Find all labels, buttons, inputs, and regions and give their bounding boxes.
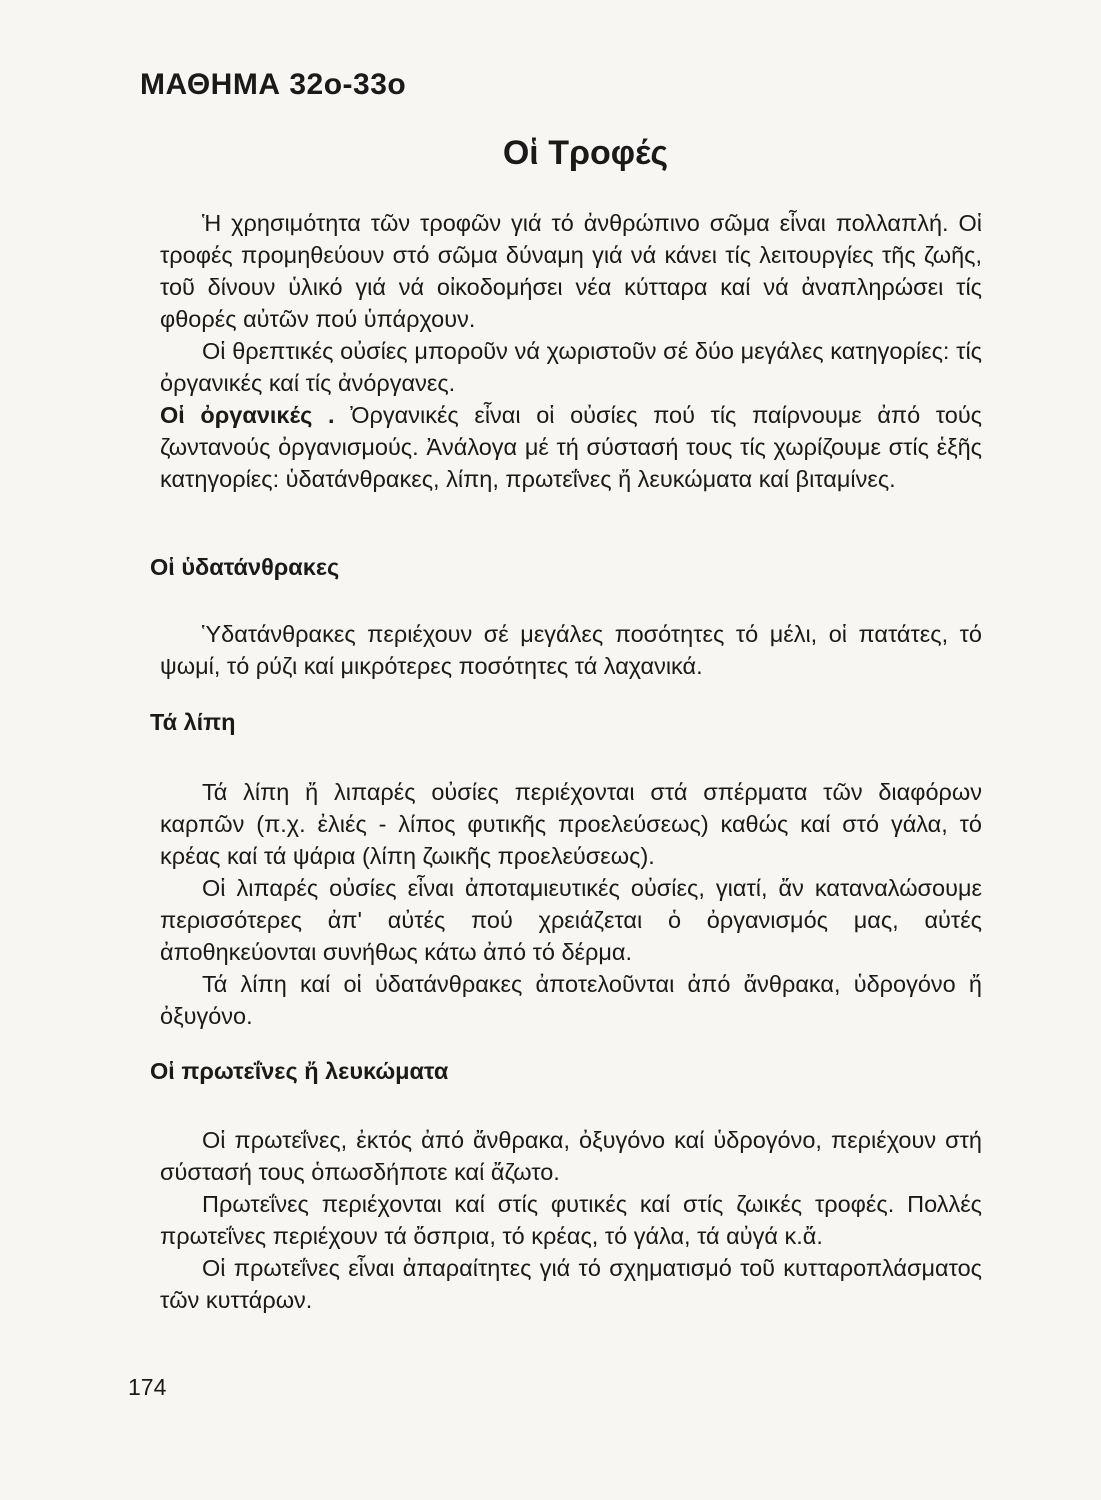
organic-paragraph [160,399,982,495]
proteins-heading: Οἱ πρωτεΐνες ἤ λευκώματα [150,1058,449,1084]
fats-paragraph-2: Οἱ λιπαρές οὐσίες εἶναι ἀποταμιευτικές οὐσίες, γιατί, ἄν καταναλώσουμε περισσότερες ἀπ' αὐτές πού χρειάζεται ὁ ὀργανισμός μας, αὐτές ἀποθηκεύονται συνήθως κάτω ἀπό τό δέρμα. [160,875,982,965]
proteins-paragraph-1: Οἱ πρωτεΐνες, ἐκτός ἀπό ἄνθρακα, ὀξυγόνο καί ὑδρογόνο, περιέχουν στή σύστασή τους ὁπωσδήποτε καί ἄζωτο. [160,1127,982,1185]
fats-paragraph-1: Τά λίπη ἤ λιπαρές οὐσίες περιέχονται στά σπέρματα τῶν διαφόρων καρπῶν (π.χ. ἐλιές - λίπος φυτικῆς προελεύσεως) καθώς καί στό γάλα, τό κρέας καί τά ψάρια (λίπη ζωικῆς προελεύσεως). [160,779,982,869]
organic-label: Οἱ ὀργανικές . [160,402,335,428]
intro-paragraph-2: Οἱ θρεπτικές οὐσίες μποροῦν νά χωριστοῦν σέ δύο μεγάλες κατηγορίες: τίς ὀργανικές καί τίς ἀνόργανες. [160,338,982,396]
carbs-section [160,618,982,682]
intro-section [160,207,982,495]
lesson-number: ΜΑΘΗΜΑ 32ο-33ο [140,68,407,101]
proteins-paragraph-3: Οἱ πρωτεΐνες εἶναι ἀπαραίτητες γιά τό σχηματισμό τοῦ κυτταροπλάσματος τῶν κυττάρων. [160,1255,982,1313]
organic-text: Ὀργανικές εἶναι οἱ οὐσίες πού τίς παίρνουμε ἀπό τούς ζωντανούς ὀργανισμούς. Ἀνάλογα μέ τή σύστασή τους τίς χωρίζουμε στίς ἑξῆς κατηγορίες: ὑδατάνθρακες, λίπη, πρωτεΐνες ἤ λευκώματα καί βιταμίνες. [160,402,982,492]
page-number: 174 [128,1374,167,1400]
fats-heading: Τά λίπη [150,709,236,735]
proteins-section [160,1124,982,1316]
proteins-paragraph-2: Πρωτεΐνες περιέχονται καί στίς φυτικές καί στίς ζωικές τροφές. Πολλές πρωτεΐνες περιέχουν τά ὄσπρια, τό κρέας, τό γάλα, τά αὐγά κ.ἄ. [160,1191,982,1249]
carbs-paragraph-1: Ὑδατάνθρακες περιέχουν σέ μεγάλες ποσότητες τό μέλι, οἱ πατάτες, τό ψωμί, τό ρύζι καί μικρότερες ποσότητες τά λαχανικά. [160,621,982,679]
fats-section [160,776,982,1032]
fats-paragraph-3: Τά λίπη καί οἱ ὑδατάνθρακες ἀποτελοῦνται ἀπό ἄνθρακα, ὑδρογόνο ἤ ὀξυγόνο. [160,971,982,1029]
carbs-heading: Οἱ ὑδατάνθρακες [150,554,340,580]
intro-paragraph-1: Ἡ χρησιμότητα τῶν τροφῶν γιά τό ἀνθρώπινο σῶμα εἶναι πολλαπλή. Οἱ τροφές προμηθεύουν στό σῶμα δύναμη γιά νά κάνει τίς λειτουργίες τῆς ζωῆς, τοῦ δίνουν ὑλικό γιά νά οἰκοδομήσει νέα κύτταρα καί νά ἀναπληρώσει τίς φθορές αὐτῶν πού ὑπάρχουν. [160,210,982,332]
page-title: Οἱ Τροφές [502,134,669,172]
